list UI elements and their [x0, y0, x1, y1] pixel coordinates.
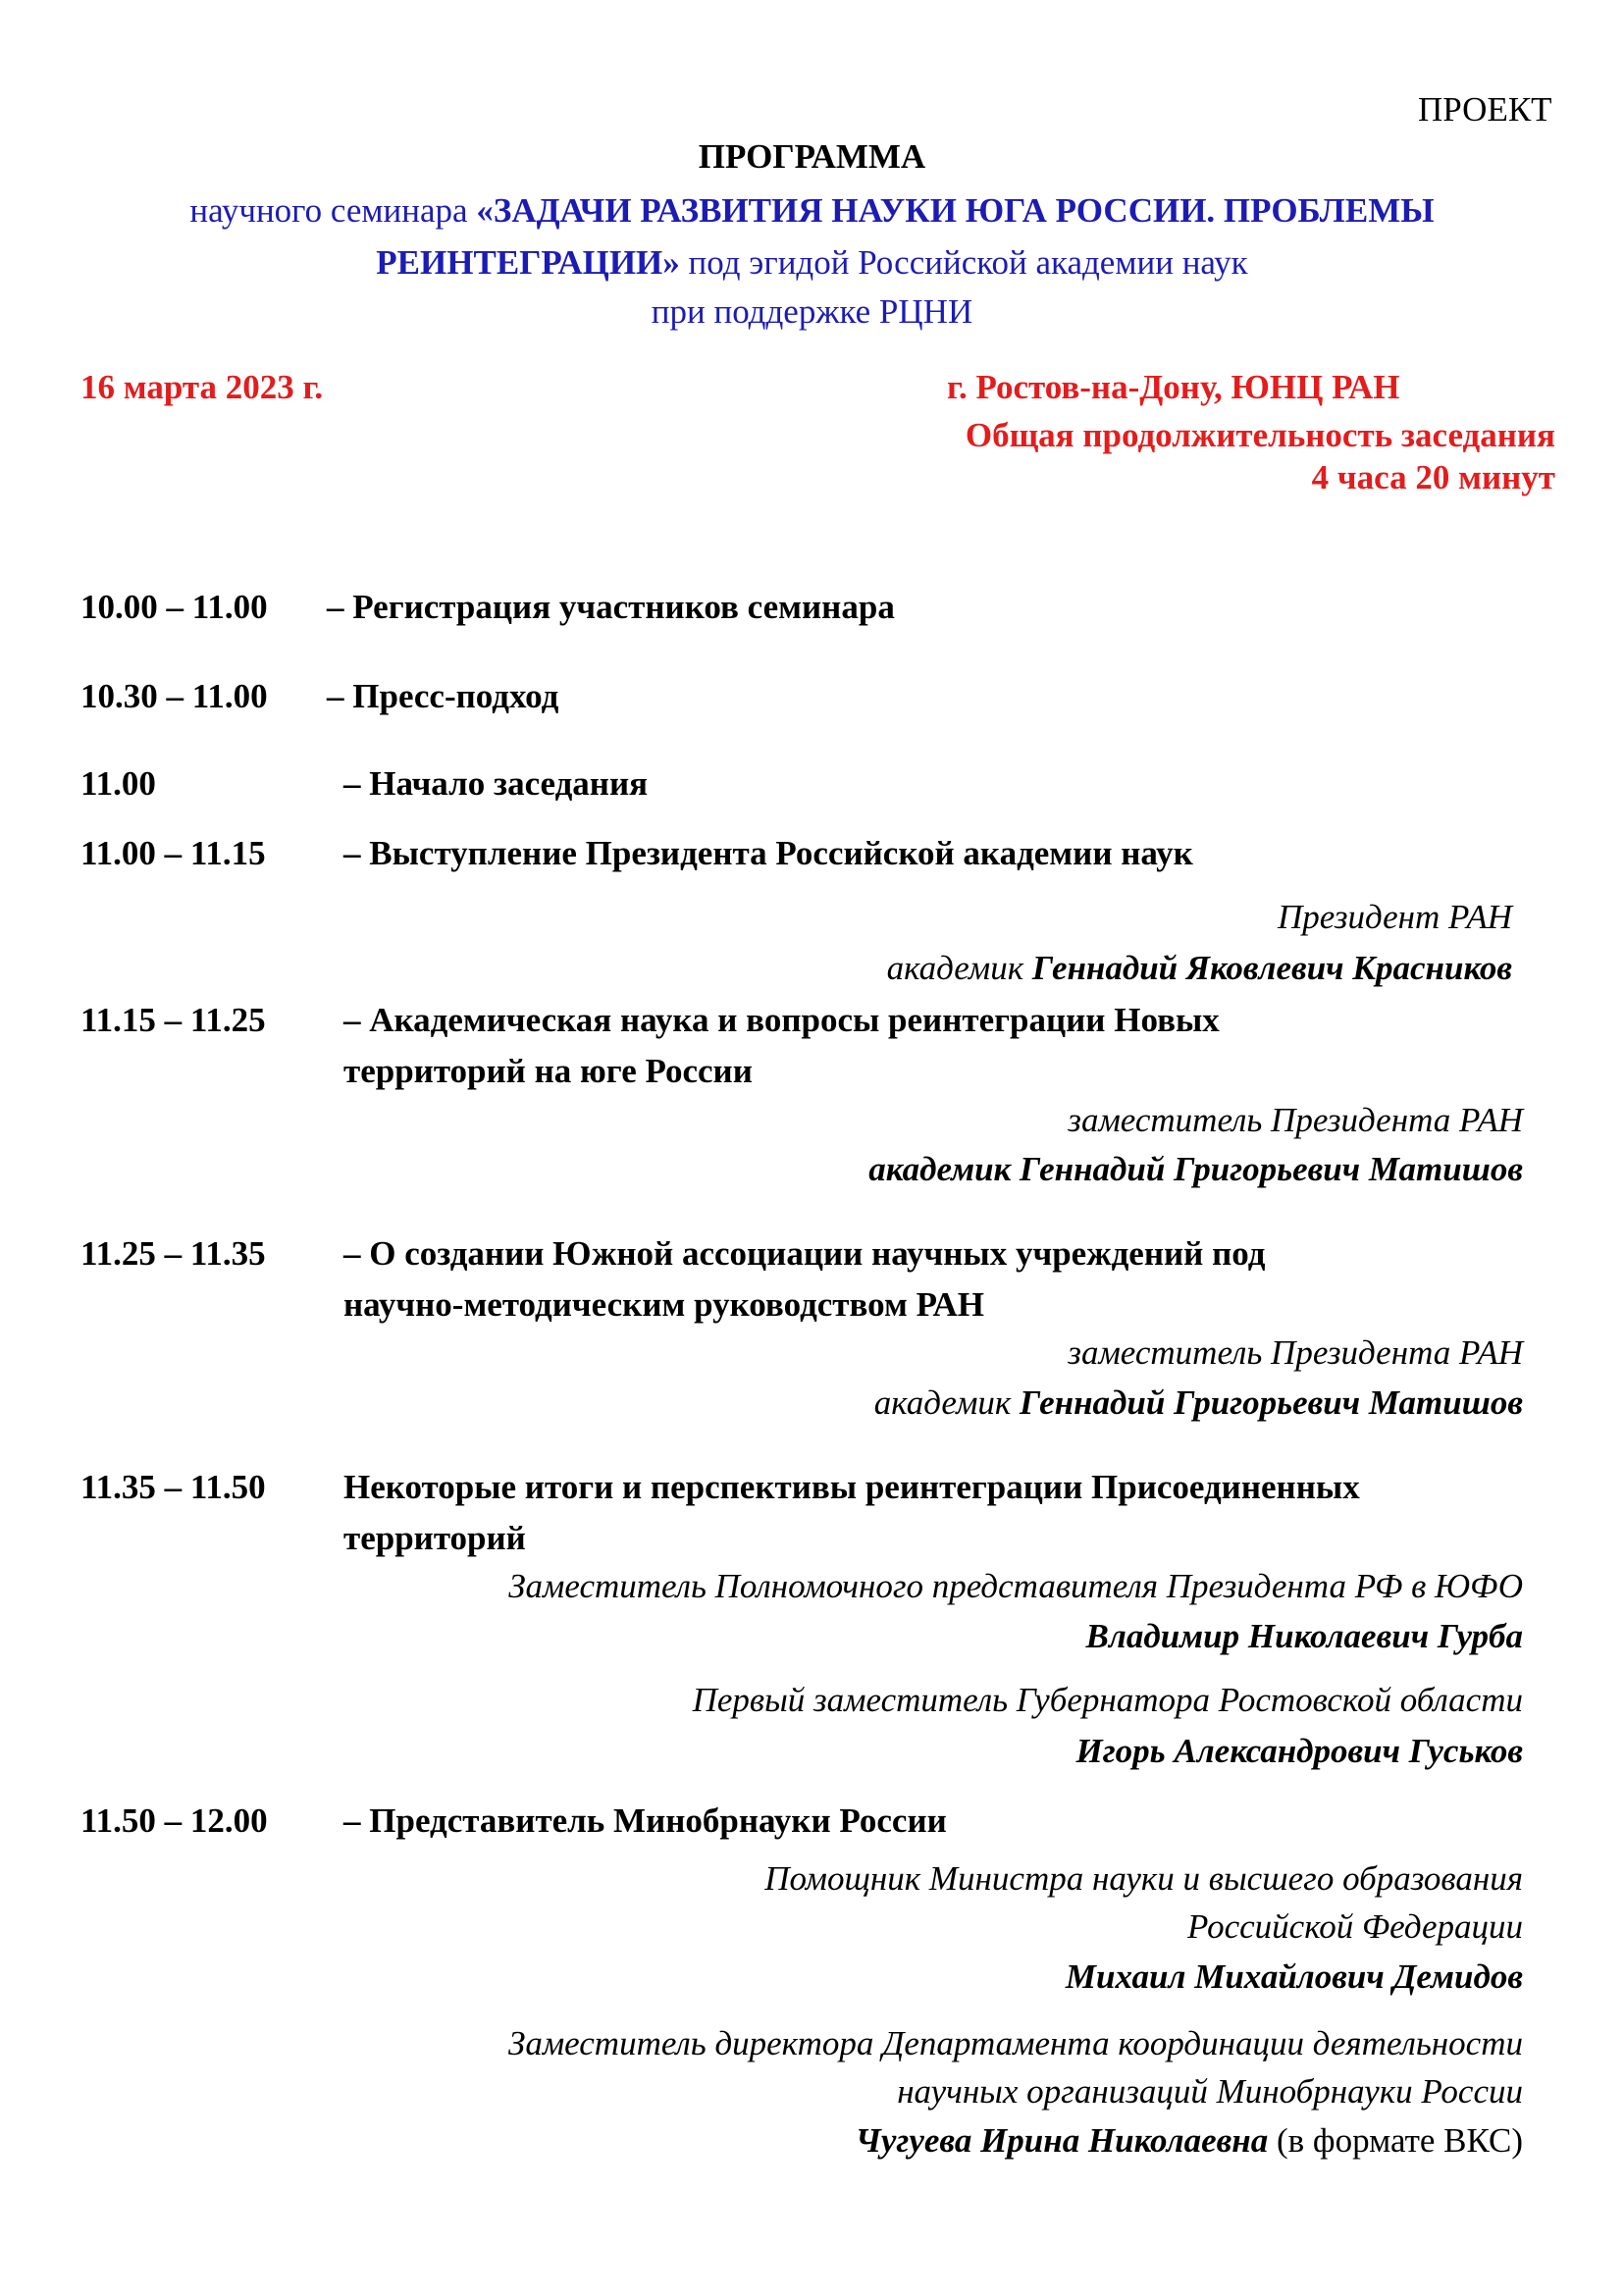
schedule-title: – Выступление Президента Российской академии наук [343, 834, 1193, 872]
speaker-name: Чугуева Ирина Николаевна [855, 2121, 1269, 2160]
project-label: ПРОЕКТ [1418, 90, 1552, 129]
seminar-title-line-1-bold: «ЗАДАЧИ РАЗВИТИЯ НАУКИ ЮГА РОССИИ. ПРОБЛЕМЫ [476, 191, 1435, 230]
duration-value: 4 часа 20 минут [1311, 458, 1555, 496]
speaker-name: академик Геннадий Григорьевич Матишов [868, 1150, 1523, 1188]
schedule-time: 11.00 – 11.15 [80, 834, 266, 872]
seminar-title-line-1-normal: научного семинара [189, 191, 477, 230]
schedule-time: 11.15 – 11.25 [80, 1001, 266, 1039]
speaker-name-line [856, 2119, 1523, 2163]
schedule-title: – Начало заседания [343, 764, 649, 803]
schedule-time: 11.35 – 11.50 [80, 1468, 266, 1506]
speaker-role-line-1: Заместитель директора Департамента координации деятельности [508, 2024, 1523, 2062]
speaker-name: Геннадий Григорьевич Матишов [1020, 1383, 1523, 1422]
schedule-title-line-1: Некоторые итоги и перспективы реинтеграции Присоединенных [343, 1468, 1360, 1506]
seminar-title-line-2-normal: под эгидой Российской академии наук [679, 243, 1248, 282]
schedule-time: 10.30 – 11.00 [80, 677, 268, 715]
speaker-role-line-2: научных организаций Минобрнауки России [897, 2072, 1523, 2111]
speaker-name: Владимир Николаевич Гурба [1085, 1617, 1523, 1655]
seminar-support-line: при поддержке РЦНИ [651, 292, 973, 331]
speaker-role-line-1: Помощник Министра науки и высшего образования [764, 1859, 1523, 1898]
speaker-role: Первый заместитель Губернатора Ростовской области [692, 1681, 1523, 1719]
schedule-title-line-2: территорий [343, 1519, 526, 1557]
schedule-title-line-2: научно-методическим руководством РАН [343, 1285, 984, 1324]
speaker-prefix: академик [886, 949, 1032, 987]
speaker-name: Михаил Михайлович Демидов [1065, 1957, 1523, 1996]
speaker-prefix: академик [873, 1383, 1021, 1422]
schedule-title-line-1: – О создании Южной ассоциации научных учреждений под [343, 1234, 1266, 1273]
schedule-time: 11.25 – 11.35 [80, 1234, 266, 1273]
seminar-title-line-2-bold: РЕИНТЕГРАЦИИ» [376, 243, 680, 282]
speaker-name: Игорь Александрович Гуськов [1075, 1732, 1523, 1770]
schedule-title: – Регистрация участников семинара [327, 588, 895, 626]
speaker-name-line [887, 947, 1512, 990]
duration-label: Общая продолжительность заседания [965, 416, 1555, 454]
speaker-role: заместитель Президента РАН [1068, 1333, 1523, 1372]
seminar-title-line-1 [0, 189, 1624, 233]
schedule-title: – Представитель Минобрнауки России [343, 1801, 947, 1840]
speaker-role-line-2: Российской Федерации [1187, 1907, 1523, 1946]
speaker-name: Геннадий Яковлевич Красников [1031, 949, 1512, 987]
schedule-time: 11.50 – 12.00 [80, 1801, 268, 1840]
event-place: г. Ростов-на-Дону, ЮНЦ РАН [947, 368, 1400, 406]
event-date: 16 марта 2023 г. [80, 368, 324, 406]
schedule-title-line-2: территорий на юге России [343, 1052, 753, 1090]
speaker-role: Заместитель Полномочного представителя Президента РФ в ЮФО [508, 1567, 1523, 1605]
schedule-title: – Пресс-подход [327, 677, 559, 715]
speaker-role: заместитель Президента РАН [1068, 1101, 1523, 1139]
schedule-time: 10.00 – 11.00 [80, 588, 268, 626]
program-title: ПРОГРАММА [698, 137, 926, 176]
schedule-time: 11.00 [80, 764, 156, 803]
schedule-title-line-1: – Академическая наука и вопросы реинтеграции Новых [343, 1001, 1220, 1039]
seminar-title-line-2 [0, 241, 1624, 285]
speaker-format-note: (в формате ВКС) [1268, 2121, 1523, 2160]
speaker-name-line [874, 1382, 1523, 1425]
speaker-role: Президент РАН [1277, 898, 1512, 936]
